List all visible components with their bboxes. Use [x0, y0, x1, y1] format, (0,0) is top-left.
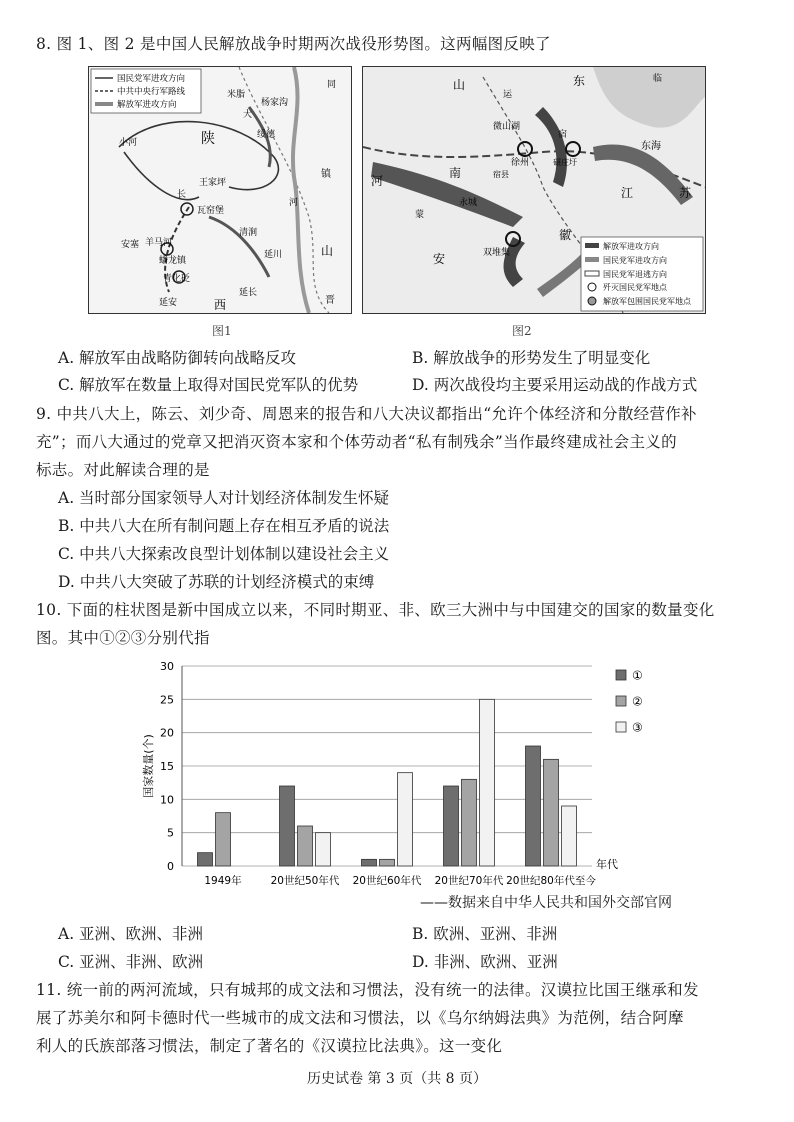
bar-1-4: [526, 746, 541, 866]
map1-place-wayaobao: 瓦窑堡: [197, 206, 225, 216]
map2-legend-label-4: 歼灭国民党军地点: [603, 283, 667, 292]
y-tick-label-0: 0: [167, 860, 174, 873]
q9-option-d[interactable]: D. 中共八大突破了苏联的计划经济模式的束缚: [58, 573, 375, 591]
map2-place-dong: 东: [573, 74, 586, 88]
q10-stem-line-2: 图。其中①②③分别代指: [36, 629, 210, 647]
map2-legend-key-5: [588, 297, 596, 305]
y-tick-label-6: 30: [160, 660, 174, 673]
map2-place-shan: 山: [453, 78, 466, 92]
map2-caption: 图2: [512, 324, 532, 338]
bar-3-4: [562, 806, 577, 866]
chart-ylabel: 国家数量(个): [142, 734, 155, 798]
map2-place-xuzhou: 徐州: [511, 158, 530, 168]
map1-place-zhen: 镇: [321, 169, 331, 180]
map1-place-yanchang: 延长: [239, 288, 258, 298]
y-tick-label-3: 15: [160, 760, 174, 773]
legend-label-2: ②: [632, 694, 643, 709]
map2-place-lin: 临: [653, 74, 663, 84]
map-figure-1: [88, 66, 352, 314]
chart-legend: [616, 669, 643, 735]
map1-place-suide: 绥德: [257, 130, 276, 140]
legend-swatch-2: [616, 696, 626, 706]
bar-3-3: [480, 699, 495, 866]
map1-place-yangjiagou: 杨家沟: [261, 98, 289, 108]
map1-route-5: [209, 217, 269, 277]
q8-option-b[interactable]: B. 解放战争的形势发生了明显变化: [412, 349, 651, 367]
chart-source: ——数据来自中华人民共和国外交部官网: [420, 895, 672, 911]
y-tick-label-2: 10: [160, 793, 174, 807]
map1-place-da: 大: [243, 110, 253, 120]
y-tick-label-5: 25: [160, 693, 174, 707]
x-tick-label-3: 20世纪70年代: [434, 875, 504, 887]
bar-2-4: [544, 759, 559, 866]
bar-2-3: [462, 779, 477, 866]
x-tick-label-2: 20世纪60年代: [352, 875, 422, 887]
q10-stem-line-1: 10. 下面的柱状图是新中国成立以来，不同时期亚、非、欧三大洲中与中国建交的国家的数量变化: [36, 601, 715, 619]
q11-stem-line-3: 利人的氏族部落习惯法，制定了著名的《汉谟拉比法典》。这一变化: [36, 1037, 503, 1055]
map1-place-ansai: 安塞: [121, 240, 140, 250]
map1-svg: [89, 67, 351, 313]
q9-stem-line-1: 9. 中共八大上，陈云、刘少奇、周恩来的报告和八大决议都指出“允许个体经济和分散经营作补: [36, 405, 697, 423]
q8-option-d[interactable]: D. 两次战役均主要采用运动战的作战方式: [412, 376, 698, 394]
x-tick-label-1: 20世纪50年代: [270, 875, 340, 887]
map1-legend-label-3: 解放军进攻方向: [117, 100, 177, 110]
q10-option-a[interactable]: A. 亚洲、欧洲、非洲: [58, 925, 204, 943]
page-footer: 历史试卷 第 3 页（共 8 页）: [306, 1071, 488, 1087]
map-figure-2: [362, 66, 706, 314]
map1-place-panlongzhen: 蟠龙镇: [159, 256, 187, 266]
map2-place-donghai: 东海: [641, 141, 661, 152]
q10-option-d[interactable]: D. 非洲、欧洲、亚洲: [412, 953, 558, 971]
map1-legend-label-1: 国民党军进攻方向: [117, 74, 186, 84]
map2-place-su2: 苏: [679, 186, 692, 200]
map1-route-2: [124, 152, 199, 200]
map2-legend-label-1: 解放军进攻方向: [603, 242, 659, 251]
chart-xlabel: 年代: [596, 858, 618, 871]
bar-3-2: [398, 773, 413, 866]
map2-place-jiang: 江: [621, 186, 634, 200]
bar-1-1: [280, 786, 295, 866]
map1-place-qinghuabian: 青化砭: [163, 274, 191, 284]
q8-option-a[interactable]: A. 解放军由战略防御转向战略反攻: [58, 349, 297, 367]
q9-option-a[interactable]: A. 当时部分国家领导人对计划经济体制发生怀疑: [58, 489, 390, 507]
map1-place-wangjiaping: 王家坪: [199, 178, 227, 188]
x-tick-label-4: 20世纪80年代至今: [506, 875, 596, 887]
q8-option-c[interactable]: C. 解放军在数量上取得对国民党军队的优势: [58, 376, 359, 394]
map2-svg: [363, 67, 705, 313]
map1-place-xiaohe: 小河: [119, 138, 138, 148]
map2-place-yongcheng: 永城: [459, 198, 478, 208]
map2-legend-label-2: 国民党军进攻方向: [603, 256, 667, 265]
map1-place-tong: 同: [327, 80, 337, 90]
map2-place-nan: 南: [449, 166, 462, 180]
q11-stem-line-1: 11. 统一前的两河流域，只有城邦的成文法和习惯法，没有统一的法律。汉谟拉比国王继承和发: [36, 981, 699, 999]
bar-2-0: [216, 813, 231, 866]
y-tick-label-1: 5: [167, 826, 174, 840]
map2-legend-label-3: 国民党军退逃方向: [603, 270, 667, 279]
map2-legend-label-5: 解放军包围国民党军地点: [603, 297, 691, 306]
map1-place-qingjian: 清涧: [239, 228, 258, 238]
map1-river: [293, 67, 309, 313]
chart-bars: [198, 699, 577, 866]
map1-caption: 图1: [212, 324, 232, 338]
x-tick-label-0: 1949年: [204, 875, 242, 887]
map1-place-xi: 西: [214, 298, 227, 312]
bar-chart: [130, 652, 700, 892]
bar-2-1: [298, 826, 313, 866]
map1-place-yanchuan: 延川: [264, 250, 283, 260]
q11-stem-line-2: 展了苏美尔和阿卡德时代一些城市的成文法和习惯法，以《乌尔纳姆法典》为范例，结合阿摩: [36, 1009, 684, 1027]
legend-label-3: ③: [632, 720, 643, 735]
bar-1-0: [198, 853, 213, 866]
map2-place-nianzhuangxu: 碾庄圩: [553, 158, 577, 167]
map2-place-suxian: 宿县: [493, 170, 509, 179]
map1-place-mizhi: 米脂: [227, 90, 246, 100]
map2-place-shuangduiji: 双堆集: [483, 248, 511, 258]
map1-place-shan: 山: [321, 244, 334, 258]
y-tick-label-4: 20: [160, 726, 174, 740]
map1-place-yanan: 延安: [159, 298, 178, 308]
map2-place-yun: 运: [503, 90, 513, 100]
bar-1-2: [362, 859, 377, 866]
map2-legend-key-1: [585, 243, 599, 248]
q9-stem-line-2: 充”；而八大通过的党章又把消灭资本家和个体劳动者“私有制残余”当作最终建成社会主义的: [36, 433, 677, 451]
bar-2-2: [380, 859, 395, 866]
legend-label-1: ①: [632, 668, 643, 683]
map2-place-hui: 徽: [559, 228, 572, 242]
map2-legend-key-2: [585, 257, 599, 262]
map1-place-chang: 长: [177, 190, 187, 200]
map2-place-an: 安: [433, 252, 446, 266]
map2-place-weishanhu: 微山湖: [493, 122, 521, 132]
bar-1-3: [444, 786, 459, 866]
map1-place-he: 河: [289, 198, 299, 208]
map1-legend-label-2: 中共中央行军路线: [117, 87, 186, 97]
legend-swatch-3: [616, 722, 626, 732]
map1-place-jin: 晋: [325, 295, 335, 306]
q9-option-b[interactable]: B. 中共八大在所有制问题上存在相互矛盾的说法: [58, 517, 390, 535]
q9-option-c[interactable]: C. 中共八大探索改良型计划体制以建设社会主义: [58, 545, 390, 563]
q10-option-b[interactable]: B. 欧洲、亚洲、非洲: [412, 925, 558, 943]
legend-swatch-1: [616, 670, 626, 680]
map2-place-he: 河: [371, 174, 384, 188]
map2-legend-key-3: [585, 271, 599, 276]
map2-place-su: 宿: [558, 130, 568, 140]
map1-place-shaan: 陕: [201, 131, 215, 147]
bar-3-1: [316, 833, 331, 866]
map2-place-meng: 蒙: [415, 210, 425, 220]
q8-stem: 8. 图 1、图 2 是中国人民解放战争时期两次战役形势图。这两幅图反映了: [36, 35, 551, 53]
q10-option-c[interactable]: C. 亚洲、非洲、欧洲: [58, 953, 204, 971]
q9-stem-line-3: 标志。对此解读合理的是: [36, 461, 210, 479]
map1-place-yangmahe: 羊马河: [145, 238, 173, 248]
